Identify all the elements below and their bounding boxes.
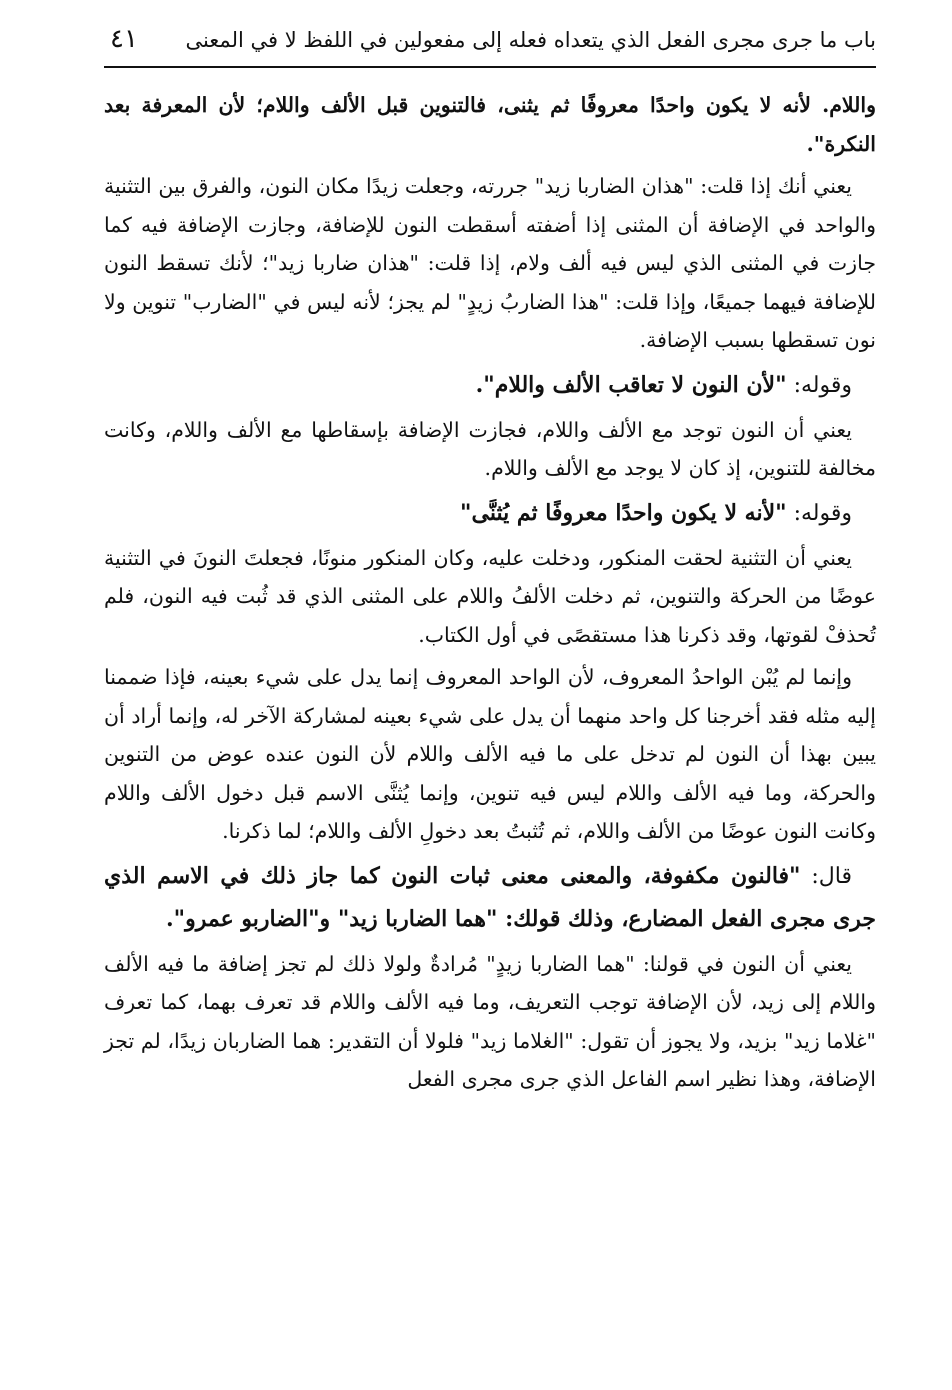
paragraph-quote <box>104 855 876 941</box>
paragraph-commentary: يعني أن النون توجد مع الألف واللام، فجازت الإضافة بإسقاطها مع الألف واللام، وكانت مخالفة للتنوين، إذ كان لا يوجد مع الألف واللام. <box>104 417 876 480</box>
running-header <box>104 22 876 62</box>
quote-text: "لأن النون لا تعاقب الألف واللام". <box>475 371 787 398</box>
paragraph-quote <box>104 492 876 535</box>
body-text <box>104 86 876 1103</box>
quote-lead: وقوله: <box>786 500 852 526</box>
paragraph-commentary: وإنما لم يُبْن الواحدُ المعروف، لأن الواحد المعروف إنما يدل على شيء بعينه، فإذا ضممنا إليه مثله فقد أخرجنا كل واحد منهما أن يدل على شيء بعينه لمشاركة الآخر له، وإنما أراد أن يبين بهذا أن النون لم تدخل على ما فيه الألف واللام لأن النون عنده عوض من التنوين والحركة، وما فيه الألف واللام ليس فيه تنوين، وإنما يُثنَّى الاسم قبل دخول الألف واللام وكانت النون عوضًا من الألف واللام، ثم تُثبتُ بعد دخولِ الألف واللام؛ لما ذكرنا. <box>104 665 876 843</box>
chapter-title: باب ما جرى مجرى الفعل الذي يتعداه فعله إلى مفعولين في اللفظ لا في المعنى <box>185 28 876 52</box>
quote-text: "لأنه لا يكون واحدًا معروفًا ثم يُثنَّى" <box>460 499 787 526</box>
quote-lead: قال: <box>800 863 852 889</box>
quote-text: "فالنون مكفوفة، والمعنى معنى ثبات النون كما جاز ذلك في الاسم الذي جرى مجرى الفعل المضارع، وذلك قولك: "هما الضاربا زيد" و"الضاربو عمرو". <box>104 862 876 932</box>
paragraph-commentary: يعني أن التثنية لحقت المنكور، ودخلت عليه، وكان المنكور منونًا، فجعلتَ النونَ في التثنية عوضًا من الحركة والتنوين، ثم دخلت الألفُ واللام على المثنى الذي قد ثُبت فيه النون، فلم تُحذفْ لقوتها، وقد ذكرنا هذا مستقصًى في أول الكتاب. <box>104 545 876 647</box>
header-rule <box>104 66 876 68</box>
paragraph-quote <box>104 364 876 407</box>
page-number: ٤١ <box>110 24 138 54</box>
quote-lead: وقوله: <box>786 372 852 398</box>
paragraph-commentary: يعني أن النون في قولنا: "هما الضاربا زيدٍ" مُرادةٌ ولولا ذلك لم تجز إضافة ما فيه الألف واللام إلى زيد، لأن الإضافة توجب التعريف، وما فيه الألف واللام قد تعرف بهما، كما تعرف "غلاما زيد" بزيد، ولا يجوز أن تقول: "الغلاما زيد" فلولا أن التقدير: هما الضاربان زيدًا، لم تجز الإضافة، وهذا نظير اسم الفاعل الذي جرى مجرى الفعل <box>104 951 876 1091</box>
paragraph-quote-continuation: واللام. لأنه لا يكون واحدًا معروفًا ثم يثنى، فالتنوين قبل الألف واللام؛ لأن المعرفة بعد النكرة". <box>104 93 876 156</box>
paragraph-commentary: يعني أنك إذا قلت: "هذان الضاربا زيد" جررته، وجعلت زيدًا مكان النون، والفرق بين التثنية والواحد في الإضافة أن المثنى إذا أضفته أسقطت النون للإضافة، وجازت الإضافة فيه كما جازت في المثنى الذي ليس فيه ألف ولام، إذا قلت: "هذان ضاربا زيد"؛ لأنك تسقط النون للإضافة فيهما جميعًا، وإذا قلت: "هذا الضاربُ زيدٍ" لم يجز؛ لأنه ليس في "الضارب" تنوين ولا نون تسقطها بسبب الإضافة. <box>104 174 876 352</box>
